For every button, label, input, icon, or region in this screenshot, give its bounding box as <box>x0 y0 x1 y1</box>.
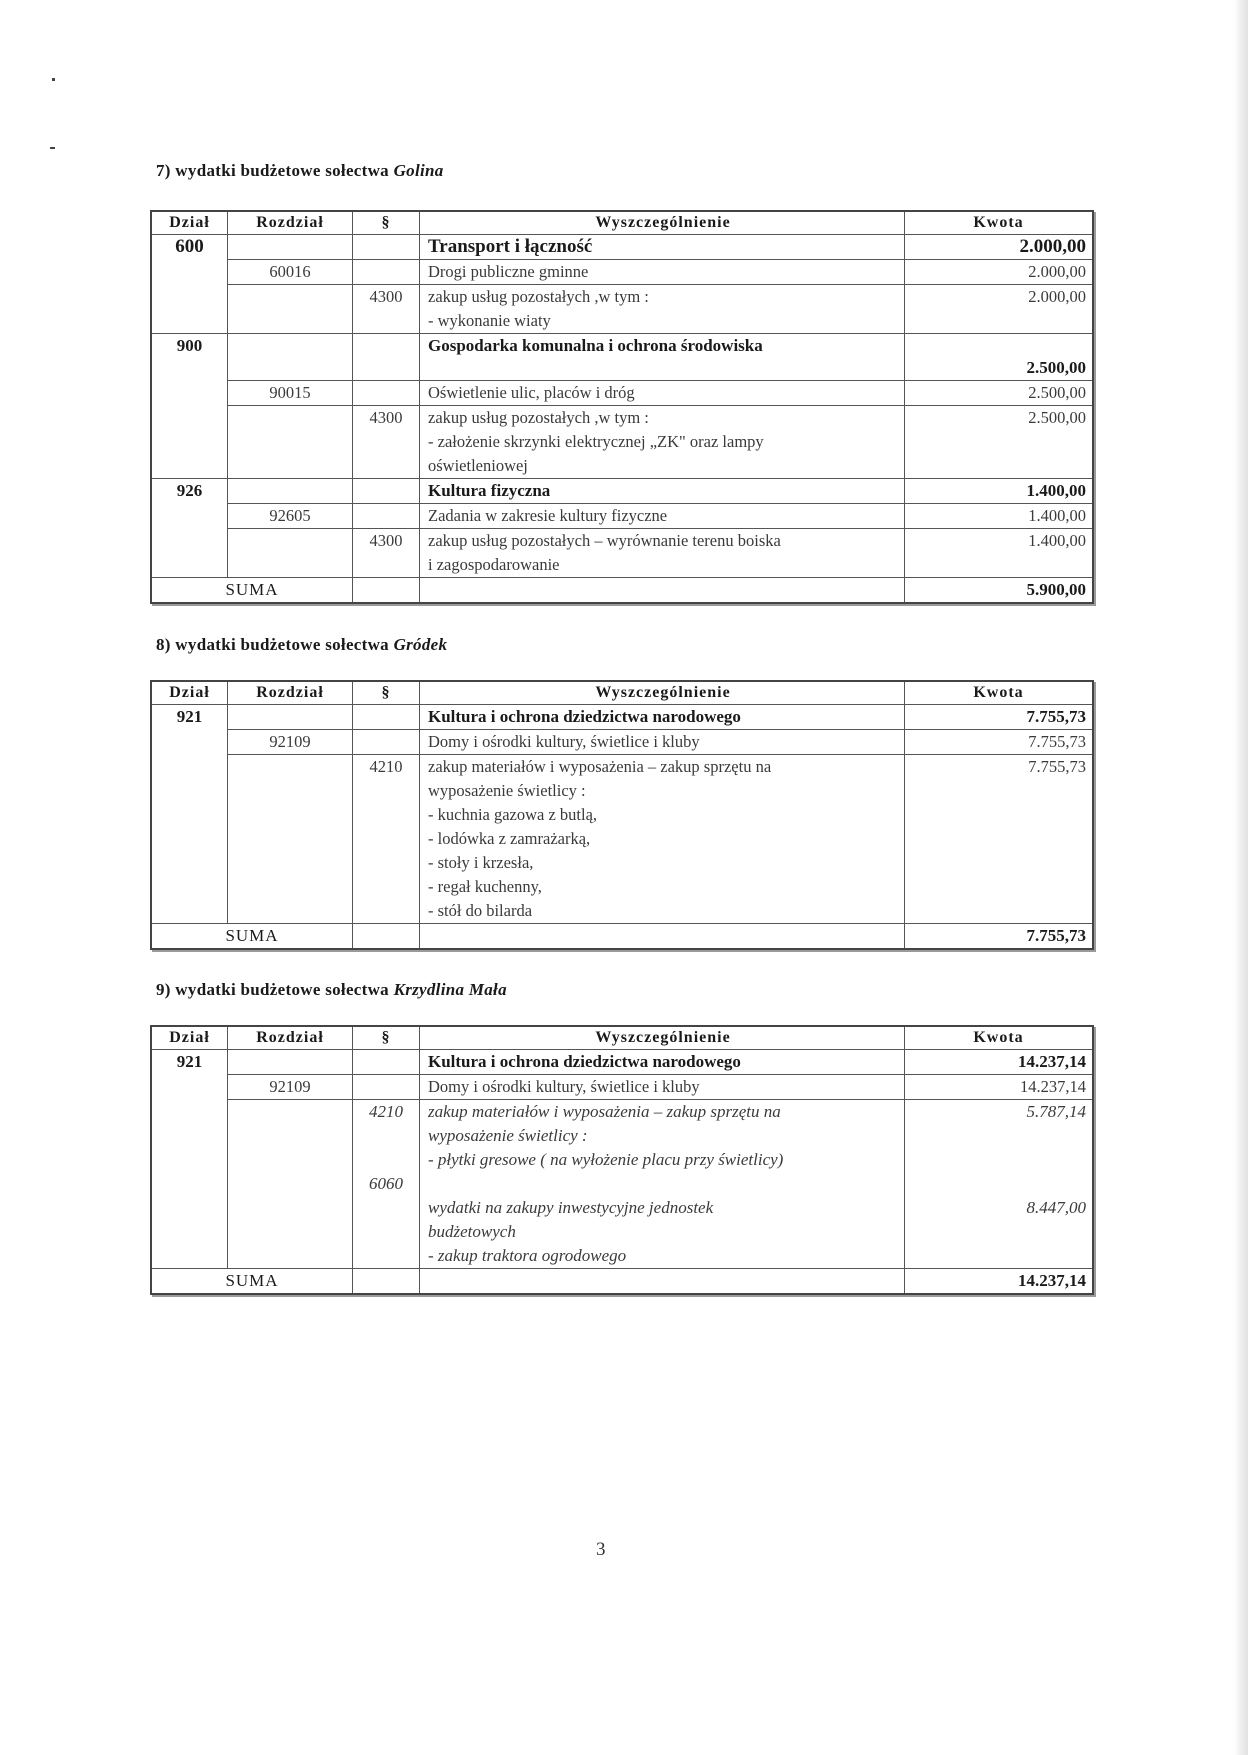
desc-line: - płytki gresowe ( na wyłożenie placu przy świetlicy) <box>428 1150 784 1169</box>
desc-cell: Kultura i ochrona dziedzictwa narodowego <box>420 1050 905 1075</box>
desc-cell: Transport i łączność <box>420 235 905 260</box>
table-row <box>151 730 1093 755</box>
kwota-cell: 14.237,14 <box>905 1050 1094 1075</box>
dzial-cell <box>151 406 228 479</box>
paragraf-cell <box>353 924 420 950</box>
kwota-cell: 2.500,00 <box>905 381 1094 406</box>
paragraf-cell <box>353 705 420 730</box>
suma-label: SUMA <box>151 924 353 950</box>
header-kwota: Kwota <box>905 681 1094 705</box>
kwota-cell: 2.000,00 <box>905 260 1094 285</box>
paragraf-cell <box>353 1075 420 1100</box>
rozdzial-cell: 90015 <box>228 381 353 406</box>
section-9-title <box>156 980 507 1000</box>
desc-line: - wykonanie wiaty <box>428 311 551 330</box>
scan-speck <box>50 147 55 149</box>
table-header-row <box>151 681 1093 705</box>
kwota-cell: 2.500,00 <box>905 334 1094 381</box>
budget-table-grodek <box>150 680 1094 950</box>
suma-label: SUMA <box>151 578 353 604</box>
table-row <box>151 479 1093 504</box>
desc-line: - lodówka z zamrażarką, <box>428 829 591 848</box>
rozdzial-cell <box>228 705 353 730</box>
rozdzial-cell <box>228 235 353 260</box>
paragraf-cell <box>353 260 420 285</box>
dzial-cell <box>151 730 228 755</box>
desc-cell <box>420 578 905 604</box>
paragraf-cell <box>353 1100 420 1269</box>
suma-row <box>151 1269 1093 1295</box>
desc-cell: Kultura fizyczna <box>420 479 905 504</box>
desc-line: zakup usług pozostałych – wyrównanie terenu boiska <box>428 531 781 550</box>
dzial-cell <box>151 1100 228 1269</box>
desc-cell <box>420 755 905 924</box>
rozdzial-cell: 92109 <box>228 1075 353 1100</box>
rozdzial-cell <box>228 285 353 334</box>
header-wyszczegolnienie: Wyszczególnienie <box>420 681 905 705</box>
desc-line: zakup materiałów i wyposażenia – zakup sprzętu na <box>428 1102 781 1121</box>
header-kwota: Kwota <box>905 1026 1094 1050</box>
rozdzial-cell <box>228 479 353 504</box>
paragraf-cell: 4300 <box>353 406 420 479</box>
suma-label: SUMA <box>151 1269 353 1295</box>
dzial-cell: 900 <box>151 334 228 381</box>
desc-line: zakup usług pozostałych ,w tym : <box>428 287 649 306</box>
table-row <box>151 235 1093 260</box>
kwota-value: 5.787,14 <box>1026 1102 1086 1121</box>
header-kwota: Kwota <box>905 211 1094 235</box>
header-wyszczegolnienie: Wyszczególnienie <box>420 211 905 235</box>
table-row <box>151 334 1093 381</box>
dzial-cell <box>151 504 228 529</box>
table-row <box>151 1075 1093 1100</box>
desc-cell: Drogi publiczne gminne <box>420 260 905 285</box>
section-title-prefix: 7) wydatki budżetowe sołectwa <box>156 161 389 180</box>
kwota-value: 8.447,00 <box>1026 1198 1086 1217</box>
table-header-row <box>151 211 1093 235</box>
kwota-cell: 2.000,00 <box>905 235 1094 260</box>
dzial-cell <box>151 1075 228 1100</box>
rozdzial-cell <box>228 1050 353 1075</box>
desc-line: - kuchnia gazowa z butlą, <box>428 805 598 824</box>
kwota-cell <box>905 1100 1094 1269</box>
paragraf-cell <box>353 235 420 260</box>
dzial-cell: 921 <box>151 705 228 730</box>
desc-line: oświetleniowej <box>428 456 528 475</box>
rozdzial-cell <box>228 755 353 924</box>
table-row <box>151 381 1093 406</box>
desc-line: zakup materiałów i wyposażenia – zakup sprzętu na <box>428 757 772 776</box>
header-rozdzial: Rozdział <box>228 211 353 235</box>
desc-line: budżetowych <box>428 1222 516 1241</box>
dzial-cell <box>151 381 228 406</box>
budget-table-krzydlina-mala <box>150 1025 1094 1295</box>
dzial-cell <box>151 260 228 285</box>
rozdzial-cell: 92605 <box>228 504 353 529</box>
header-rozdzial: Rozdział <box>228 1026 353 1050</box>
paragraf-cell: 4300 <box>353 529 420 578</box>
paragraf-cell <box>353 334 420 381</box>
table-row <box>151 755 1093 924</box>
dzial-cell <box>151 529 228 578</box>
section-title-prefix: 8) wydatki budżetowe sołectwa <box>156 635 389 654</box>
table-header-row <box>151 1026 1093 1050</box>
desc-cell <box>420 285 905 334</box>
section-title-name: Gródek <box>393 635 448 654</box>
desc-line: - stoły i krzesła, <box>428 853 534 872</box>
desc-cell <box>420 1100 905 1269</box>
desc-line: - regał kuchenny, <box>428 877 542 896</box>
kwota-cell: 7.755,73 <box>905 755 1094 924</box>
kwota-cell: 1.400,00 <box>905 479 1094 504</box>
section-title-prefix: 9) wydatki budżetowe sołectwa <box>156 980 389 999</box>
paragraf-cell <box>353 381 420 406</box>
page-number: 3 <box>596 1539 606 1560</box>
desc-line: - zakup traktora ogrodowego <box>428 1246 627 1265</box>
desc-line: - stół do bilarda <box>428 901 533 920</box>
kwota-cell: 1.400,00 <box>905 504 1094 529</box>
dzial-cell: 921 <box>151 1050 228 1075</box>
header-wyszczegolnienie: Wyszczególnienie <box>420 1026 905 1050</box>
header-rozdzial: Rozdział <box>228 681 353 705</box>
header-paragraf: § <box>353 681 420 705</box>
paragraf-cell <box>353 504 420 529</box>
suma-value: 14.237,14 <box>905 1269 1094 1295</box>
scan-speck <box>52 78 55 81</box>
desc-line: i zagospodarowanie <box>428 555 560 574</box>
header-paragraf: § <box>353 211 420 235</box>
kwota-cell: 7.755,73 <box>905 705 1094 730</box>
header-dzial: Dział <box>151 681 228 705</box>
desc-cell <box>420 1269 905 1295</box>
desc-cell: Domy i ośrodki kultury, świetlice i kluby <box>420 1075 905 1100</box>
desc-line: wyposażenie świetlicy : <box>428 781 586 800</box>
paragraf-cell <box>353 1269 420 1295</box>
desc-line: - założenie skrzynki elektrycznej „ZK" oraz lampy <box>428 432 764 451</box>
rozdzial-cell: 60016 <box>228 260 353 285</box>
desc-cell: Domy i ośrodki kultury, świetlice i kluby <box>420 730 905 755</box>
kwota-cell: 14.237,14 <box>905 1075 1094 1100</box>
paragraf-cell <box>353 730 420 755</box>
paragraf-cell <box>353 1050 420 1075</box>
desc-line: wydatki na zakupy inwestycyjne jednostek <box>428 1198 714 1217</box>
desc-line: zakup usług pozostałych ,w tym : <box>428 408 649 427</box>
paragraf-cell <box>353 578 420 604</box>
paragraf-cell <box>353 479 420 504</box>
table-row <box>151 285 1093 334</box>
desc-cell <box>420 529 905 578</box>
kwota-cell: 7.755,73 <box>905 730 1094 755</box>
table-row <box>151 260 1093 285</box>
desc-cell: Kultura i ochrona dziedzictwa narodowego <box>420 705 905 730</box>
table-row <box>151 529 1093 578</box>
table-row <box>151 406 1093 479</box>
budget-table-golina <box>150 210 1094 604</box>
desc-cell: Gospodarka komunalna i ochrona środowiska <box>420 334 905 381</box>
table-row <box>151 1100 1093 1269</box>
rozdzial-cell <box>228 334 353 381</box>
suma-value: 7.755,73 <box>905 924 1094 950</box>
dzial-cell: 600 <box>151 235 228 260</box>
dzial-cell <box>151 755 228 924</box>
suma-row <box>151 924 1093 950</box>
paragraf-cell: 4210 <box>353 755 420 924</box>
rozdzial-cell <box>228 529 353 578</box>
section-7-title <box>156 161 444 181</box>
desc-line: wyposażenie świetlicy : <box>428 1126 588 1145</box>
scan-edge-shadow <box>1234 0 1248 1755</box>
paragraf-cell: 4300 <box>353 285 420 334</box>
rozdzial-cell <box>228 406 353 479</box>
header-dzial: Dział <box>151 1026 228 1050</box>
section-8-title <box>156 635 447 655</box>
section-title-name: Golina <box>393 161 444 180</box>
kwota-cell: 1.400,00 <box>905 529 1094 578</box>
table-row <box>151 705 1093 730</box>
kwota-cell: 2.500,00 <box>905 406 1094 479</box>
paragraf-code: 6060 <box>369 1174 403 1193</box>
desc-cell <box>420 924 905 950</box>
table-row <box>151 504 1093 529</box>
section-title-name: Krzydlina Mała <box>393 980 507 999</box>
rozdzial-cell: 92109 <box>228 730 353 755</box>
dzial-cell: 926 <box>151 479 228 504</box>
dzial-cell <box>151 285 228 334</box>
suma-row <box>151 578 1093 604</box>
desc-cell: Zadania w zakresie kultury fizyczne <box>420 504 905 529</box>
kwota-cell: 2.000,00 <box>905 285 1094 334</box>
desc-cell <box>420 406 905 479</box>
paragraf-code: 4210 <box>369 1102 403 1121</box>
rozdzial-cell <box>228 1100 353 1269</box>
desc-cell: Oświetlenie ulic, placów i dróg <box>420 381 905 406</box>
suma-value: 5.900,00 <box>905 578 1094 604</box>
table-row <box>151 1050 1093 1075</box>
header-paragraf: § <box>353 1026 420 1050</box>
header-dzial: Dział <box>151 211 228 235</box>
